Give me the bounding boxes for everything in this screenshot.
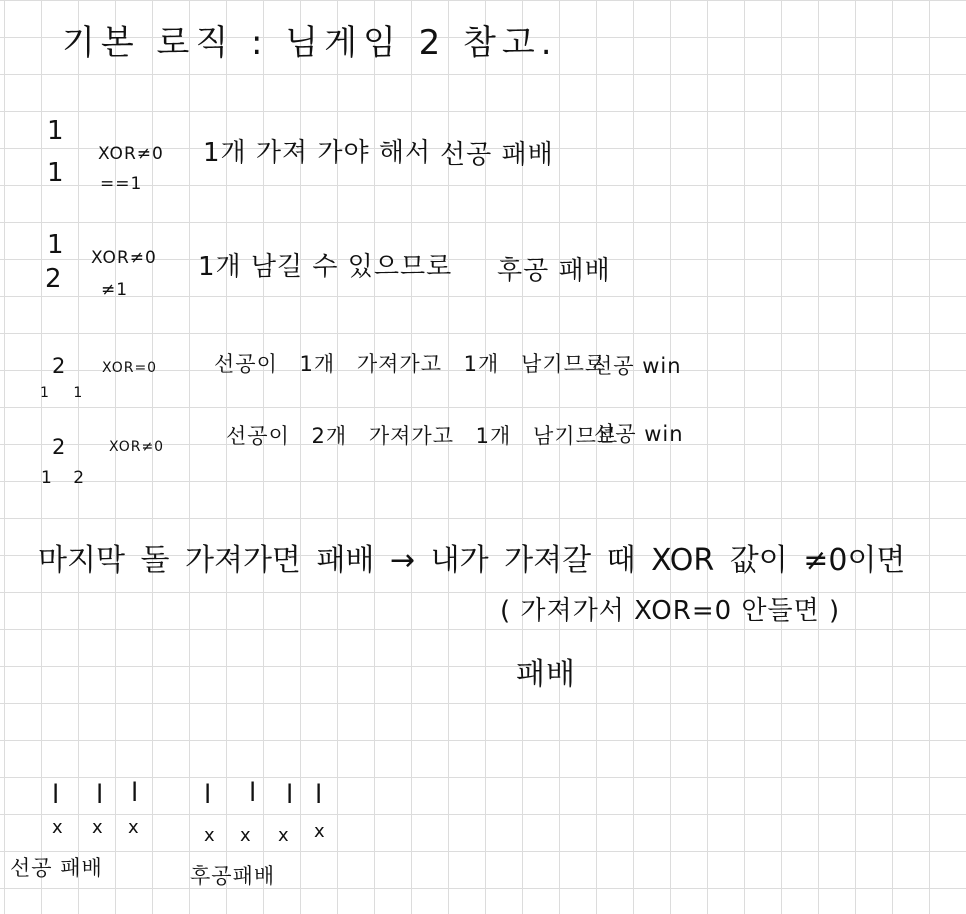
case-3-result: 선공 win [592,354,682,378]
case-2-xor-note: ≠1 [101,280,129,300]
case-3-pile-b: 1 1 [40,385,93,401]
case-4-pile-b: 1 2 [41,468,93,488]
example-2-mark-3: x [278,825,289,846]
case-1-xor-note: ==1 [100,174,143,194]
example-2-label: 후공패배 [190,864,276,888]
case-4-result: 선공 win [594,422,684,446]
case-4-xor: XOR≠0 [109,439,165,455]
example-1-mark-3: x [128,817,139,838]
case-2-xor: XOR≠0 [91,248,157,268]
case-3-pile-a: 2 [52,354,67,378]
case-1-xor: XOR≠0 [98,144,164,164]
case-2-pile-b: 2 [45,264,63,294]
example-1-stick-2: l [96,780,104,810]
example-2-stick-3: l [286,780,294,810]
case-3-description: 선공이 1개 가져가고 1개 남기므로 [214,352,607,376]
example-1-stick-1: l [52,780,60,810]
case-1-result: 선공 패배 [440,140,554,170]
example-2-stick-1: l [204,780,212,810]
case-1-pile-b: 1 [47,158,65,188]
example-2-mark-2: x [240,825,251,846]
case-4-description: 선공이 2개 가져가고 1개 남기므로 [226,424,619,448]
case-2-result: 후공 패배 [497,256,611,286]
page-title: 기본 로직 : 님게임 2 참고. [62,23,558,63]
case-1-description: 1개 가져 가야 해서 [203,138,432,168]
rule-line-3: 패배 [516,657,576,692]
example-2-mark-4: x [314,821,325,842]
example-1-label: 선공 패배 [10,856,103,880]
case-4-pile-a: 2 [52,435,67,459]
example-1-mark-1: x [52,817,63,838]
example-1-stick-3: l [131,778,139,808]
example-2-stick-2: l [249,778,257,808]
case-3-xor: XOR=0 [102,360,158,376]
rule-line-2: ( 가져가서 XOR=0 안들면 ) [500,596,841,626]
case-2-pile-a: 1 [47,230,65,260]
rule-line-1: 마지막 돌 가져가면 패배 → 내가 가져갈 때 XOR 값이 ≠0이면 [38,543,906,578]
example-2-stick-4: l [315,780,323,810]
case-1-pile-a: 1 [47,116,65,146]
example-2-mark-1: x [204,825,215,846]
case-2-description: 1개 남길 수 있으므로 [198,252,453,282]
example-1-mark-2: x [92,817,103,838]
